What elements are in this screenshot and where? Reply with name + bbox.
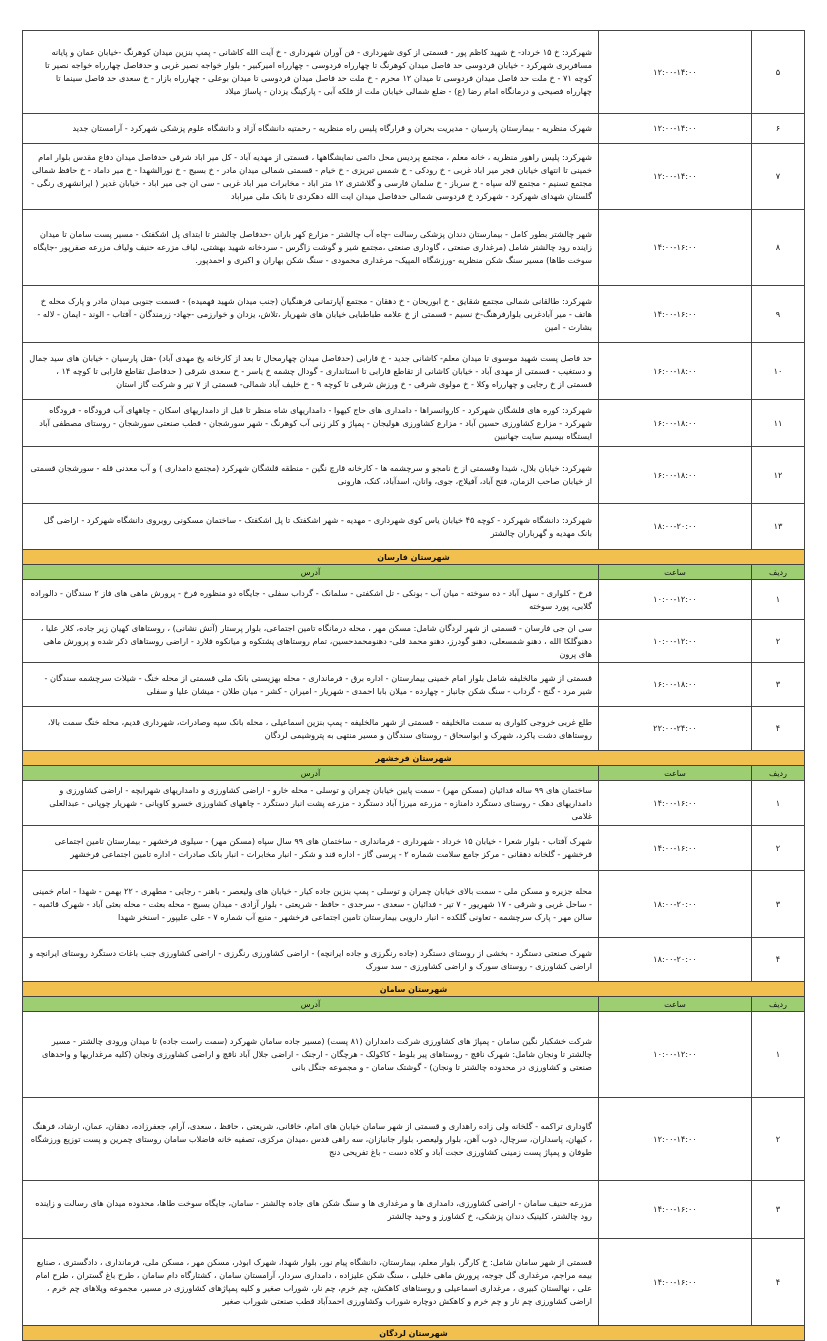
address-text: شهرکرد: کوره های قلشگان شهرکرد - کاروانسراها - دامداری های حاج کیهوا - دامداریهای شاه منظر تا قبل از دامداریهای اسکان - چاههای آب فرودگاه - فرودگاه شهرکرد - مزارع کشاورزی حسین آباد - مزارع کشاورزی هولیجان - پمپاژ و کلر زنی آب کوهرنگ - شهر سورشجان - قطب صنعتی سورشجان - روستای مصطفی آباد ایستگاه بیسیم سایت جهانبین bbox=[23, 400, 599, 447]
schedule-row bbox=[23, 580, 805, 620]
time-range: ۱۲:۰۰-۱۴:۰۰ bbox=[599, 1098, 752, 1181]
header-time: ساعت bbox=[599, 997, 752, 1012]
row-number: ۴ bbox=[752, 707, 805, 751]
row-number: ۱۳ bbox=[752, 504, 805, 550]
row-number: ۳ bbox=[752, 1181, 805, 1239]
address-text: فرخ - کلواری - سهل آباد - ده سوخته - میان آب - بونکی - تل اشکفتی - سلمانک - گرداب سفلی - جایگاه دو منظوره فرخ - پرورش ماهی های فاز ۲ سندگان - دالوراده گلابی، پورد سوخته bbox=[23, 580, 599, 620]
time-range: ۱۴:۰۰-۱۶:۰۰ bbox=[599, 1239, 752, 1326]
row-number: ۹ bbox=[752, 286, 805, 343]
address-text: شهرکرد: خیابان بلال، شیدا وقسمتی از خ نامجو و سرچشمه ها - کارخانه قارچ نگین - منطقه قلشگان شهرکرد (مجتمع دامداری ) و آب معدنی قله - سورشجان قسمتی از خیابان صاحب الزمان، فتح آباد، آفیلاج، جوی، وانان، اسدآباد، کنک، هارونی bbox=[23, 447, 599, 504]
column-header-row bbox=[23, 766, 805, 781]
address-text: طلع غربی خروجی کلواری به سمت مالخلیفه - قسمتی از شهر مالخلیفه - پمپ بنزین اسماعیلی ، محله بانک سپه وصادرات، شهرداری قدیم، محله خنگ سمت بالا، روستاهای دشت یاکرد، شهرک و ابواسحاق - روستای سندگان و مسیر منتهی به پتروشیمی لردگان bbox=[23, 707, 599, 751]
header-row-number: ردیف bbox=[752, 997, 805, 1012]
row-number: ۱۰ bbox=[752, 343, 805, 400]
schedule-row bbox=[23, 663, 805, 707]
address-text: ساختمان های ۹۹ ساله فدائیان (مسکن مهر) - سمت پایین خیابان چمران و توسلی - محله خارو - اراضی کشاورزی و دامداریهای شهرابچه - اراضی کشاورزی و دامداریهای دهک - روستای دستگرد دامنازه - مزرعه میرزا آباد دستگرد - مزرعه پشت انبار دستگرد - چاههای کشاورزی خسرو کاویانی - شهریار چوپانی - عبدالعلی غلامی bbox=[23, 781, 599, 826]
schedule-row bbox=[23, 781, 805, 826]
row-number: ۸ bbox=[752, 210, 805, 286]
column-header-row bbox=[23, 565, 805, 580]
time-range: ۱۰:۰۰-۱۲:۰۰ bbox=[599, 620, 752, 663]
time-range: ۱۲:۰۰-۱۴:۰۰ bbox=[599, 114, 752, 144]
time-range: ۱۸:۰۰-۲۰:۰۰ bbox=[599, 938, 752, 982]
header-time: ساعت bbox=[599, 565, 752, 580]
time-range: ۱۴:۰۰-۱۶:۰۰ bbox=[599, 1181, 752, 1239]
time-range: ۱۴:۰۰-۱۶:۰۰ bbox=[599, 781, 752, 826]
county-title: شهرستان سامان bbox=[23, 982, 805, 997]
address-text: شهرکرد: طالقانی شمالی مجتمع شقایق - خ ابوریحان - خ دهقان - مجتمع آپارتمانی فرهنگیان (جنب میدان شهید فهمیده) - قسمت جنوبی میدان مادر و پارک محله خ هاتف - میر آبادغربی بلوارفرهنگ-خ نسیم - قسمتی از خ علامه طباطبایی خیابان های شهریار ،تلاش، یزدان و خوارزمی -جهاد- زرمندگان - آفتاب - الوند - ایمان - لاله - بشارت - امین bbox=[23, 286, 599, 343]
address-text: شرکت خشکبار نگین سامان - پمپاژ های کشاورزی شرکت دامداران (۸۱ پست) (مسیر جاده سامان شهرکرد (سمت راست جاده) تا میدان ورودی چالشتر - مسیر چالشتر تا ونجان شامل: شهرک نافچ - روستاهای پیر بلوط - کاکولک - هرچگان - ارجنک - اراضی جلال آباد نافچ و اراضی کشاورزی ونجان (کلیه مرغداریها و واحدهای صنعتی و کشاورزی در محدوده چالشتر تا ونجان) - گوشتک سامان - و مجموعه جنگل بانی bbox=[23, 1012, 599, 1098]
county-title: شهرستان فرخشهر bbox=[23, 751, 805, 766]
schedule-row bbox=[23, 1098, 805, 1181]
schedule-row bbox=[23, 286, 805, 343]
row-number: ۳ bbox=[752, 663, 805, 707]
header-row-number: ردیف bbox=[752, 766, 805, 781]
schedule-row bbox=[23, 871, 805, 938]
header-address: آدرس bbox=[23, 565, 599, 580]
row-number: ۳ bbox=[752, 871, 805, 938]
schedule-row bbox=[23, 1181, 805, 1239]
address-text: سی ان جی فارسان - قسمتی از شهر لردگان شامل: مسکن مهر ، محله درمانگاه تامین اجتماعی، بلوار پرستار (آتش نشانی) ، روستاهای کهیان زیر جاده، کلار علیا ، دهنوگلکا الله ، دهنو شمسعلی، دهنو گودرز، دهنو محمد قلی- دهنومحمدحسین، تمام روستاهای پشتکوه و میانکوه فلارد - اراضی روستاهای ذکر شده و پرورش ماهی های پرون bbox=[23, 620, 599, 663]
county-title-row bbox=[23, 550, 805, 565]
time-range: ۱۲:۰۰-۱۴:۰۰ bbox=[599, 144, 752, 210]
row-number: ۲ bbox=[752, 826, 805, 871]
row-number: ۱ bbox=[752, 580, 805, 620]
time-range: ۱۴:۰۰-۱۶:۰۰ bbox=[599, 826, 752, 871]
county-title: شهرستان فارسان bbox=[23, 550, 805, 565]
schedule-row bbox=[23, 31, 805, 114]
outage-schedule-table bbox=[22, 30, 805, 1341]
time-range: ۱۸:۰۰-۲۰:۰۰ bbox=[599, 504, 752, 550]
header-row-number: ردیف bbox=[752, 565, 805, 580]
schedule-row bbox=[23, 400, 805, 447]
time-range: ۱۴:۰۰-۱۶:۰۰ bbox=[599, 210, 752, 286]
address-text: مزرعه حنیف سامان - اراضی کشاورزی، دامداری ها و مرغداری ها و سنگ شکن های جاده چالشتر - سامان، جایگاه سوخت طاها، محدوده میدان های رسالت و زاینده رود چالشتر، کلینیک دندان پزشکی، خ کشاورز و وحید چالشتر bbox=[23, 1181, 599, 1239]
time-range: ۱۴:۰۰-۱۶:۰۰ bbox=[599, 286, 752, 343]
schedule-row bbox=[23, 826, 805, 871]
schedule-row bbox=[23, 504, 805, 550]
row-number: ۲ bbox=[752, 620, 805, 663]
address-text: شهرک آفتاب - بلوار شعرا - خیابان ۱۵ خرداد - شهرداری - فرمانداری - ساختمان های ۹۹ سال سپاه (مسکن مهر) - سیلوی فرخشهر - بیمارستان تامین اجتماعی فرخشهر - گلخانه دهقانی - مرکز جامع سلامت شماره ۲ - پرسی گاز - اداره قند و شکر - انبار مخابرات - انبار بانک صادرات - اداره تامین اجتماعی فرخشهر bbox=[23, 826, 599, 871]
row-number: ۷ bbox=[752, 144, 805, 210]
schedule-row bbox=[23, 447, 805, 504]
time-range: ۱۶:۰۰-۱۸:۰۰ bbox=[599, 663, 752, 707]
row-number: ۲ bbox=[752, 1098, 805, 1181]
row-number: ۱ bbox=[752, 1012, 805, 1098]
schedule-row bbox=[23, 938, 805, 982]
schedule-row bbox=[23, 343, 805, 400]
schedule-row bbox=[23, 210, 805, 286]
header-time: ساعت bbox=[599, 766, 752, 781]
schedule-row bbox=[23, 1239, 805, 1326]
schedule-row bbox=[23, 1012, 805, 1098]
time-range: ۱۰:۰۰-۱۲:۰۰ bbox=[599, 1012, 752, 1098]
row-number: ۵ bbox=[752, 31, 805, 114]
county-title-row bbox=[23, 982, 805, 997]
county-title: شهرستان لردگان bbox=[23, 1326, 805, 1341]
address-text: گاوداری تراکمه - گلخانه ولی زاده راهداری و قسمتی از شهر سامان خیابان های امام، خاقانی، شریعتی ، حافظ ، سعدی، آرام، جعفرزاده، دهقان، عمان، ارشاد، فرهنگ ، کیهان، پاسداران، سرچال، ذوب آهن، بلوار ولیعصر، بلوار جانبازان، سه راهی قدس ،میدان مرکزی، تصفیه خانه فاضلاب سامان روستای چمرین و پست توزیع ورزشگاه طوفان و پمپاژ پست زمینی کشاورزی حجت آباد و کلاه دست - باغ تفریحی دنج bbox=[23, 1098, 599, 1181]
address-text: قسمتی از شهر مالخلیفه شامل بلوار امام خمینی بیمارستان - اداره برق - فرمانداری - محله بهزیستی بانک ملی قسمتی از محله خنگ - شیلات سرچشمه سندگان - شیر مرد - گنج - گرداب - سنگ شکن جانباز - چهارده - میلان بابا احمدی - شهریار - امیران - کشر - میان طلان - میشان علیا و سفلی bbox=[23, 663, 599, 707]
time-range: ۱۲:۰۰-۱۴:۰۰ bbox=[599, 31, 752, 114]
row-number: ۱۱ bbox=[752, 400, 805, 447]
address-text: حد فاصل پست شهید موسوی تا میدان معلم- کاشانی جدید - خ فارابی (حدفاصل میدان چهارمحال تا بعد از کارخانه یخ مهدی آباد) -هتل پارسیان - خیابان های سید جمال و دستغیب - قسمتی از مهدی آباد - خیابان کاشانی از تقاطع فارابی تا استانداری - گودال چشمه خ یاسر - خ سعدی شرقی ( حدفاصل تقاطع فارابی تا کوچه ۱۴ ، قسمتی از خ رجایی و چهارراه وکلا - خ مولوی شرقی - خ ورزش شرقی تا کوچه ۹ - خ خلیف آباد شمالی- قسمتی از ۷ تیر و شرکت گاز استان bbox=[23, 343, 599, 400]
time-range: ۱۸:۰۰-۲۰:۰۰ bbox=[599, 871, 752, 938]
schedule-row bbox=[23, 144, 805, 210]
address-text: شهرک منظریه - بیمارستان پارسیان - مدیریت بحران و قرارگاه پلیس راه منظریه - رحمتیه دانشگاه آزاد و دانشگاه علوم پزشکی شهرکرد - آرامستان جدید bbox=[23, 114, 599, 144]
time-range: ۲۲:۰۰-۲۴:۰۰ bbox=[599, 707, 752, 751]
address-text: شهرکرد: پلیس راهور منظریه ، خانه معلم ، مجتمع پردیس محل دائمی نمایشگاهها ، قسمتی از مهدیه آباد - کل میر اباد شرقی حدفاصل میدان دفاع مقدس بلوار امام خمینی تا انتهای خیابان فجر میر اباد غربی - خ رودکی - خ شمس تبریزی - خ خیام - قسمتی شمالی میدان مادر - خ بسیج - خ نورالشهدا - خ میر داماد - خ حافظ شمالی مجتمع تسنیم - مجتمع لاله سپاه - خ سرباز - خ سلمان فارسی و گلاشتری ۱۲ متر اباد - مخابرات میر اباد غربی - سی ان جی میر اباد - خیابان غدیر ( ایرانشهری رنگی - گلستان شهدای شهرکرد - شهرکرد خ فردوسی شمالی حدفاصل میدان ایت الله دهکردی تا بانک ملی میراباد bbox=[23, 144, 599, 210]
address-text: شهرک صنعتی دستگرد - بخشی از روستای دستگرد (جاده رنگرزی و جاده ایرانچه) - اراضی کشاورزی رنگرزی - اراضی کشاورزی جنب باغات دستگرد روستای ایرانچه و اراضی کشاورزی - روستای سورک و اراضی کشاورزی - سد سورک bbox=[23, 938, 599, 982]
header-address: آدرس bbox=[23, 997, 599, 1012]
address-text: شهرکرد: خ ۱۵ خرداد- خ شهید کاظم پور - قسمتی از کوی شهرداری - فن آوران شهرداری - خ آیت الله کاشانی - پمپ بنزین میدان کوهرنگ -خیابان عمان و پایانه مسافربری شهرکرد - خیابان فردوسی حد فاصل میدان کوهرنگ تا چهارراه فردوسی - چهارراه امیرکبیر - بلوار خواجه نصیر غربی و حدفاصل چهارراه خواجه نصیر تا کوچه ۷۱ - خ ملت حد فاصل میدان فردوسی تا میدان ۱۲ محرم - خ ملت حد فاصل میدان فردوسی تا میدان بوعلی - چهارراه بازار - خ سعدی حد فاصل سینما تا چهارراه فصیحی و درمانگاه امام رضا (ع) - ضلع شمالی خیابان ملت از فلکه آبی - پارکینگ یزدان - پاساژ میلاد bbox=[23, 31, 599, 114]
row-number: ۴ bbox=[752, 938, 805, 982]
outage-schedule-sheet bbox=[22, 30, 805, 1341]
row-number: ۶ bbox=[752, 114, 805, 144]
schedule-row bbox=[23, 114, 805, 144]
time-range: ۱۰:۰۰-۱۲:۰۰ bbox=[599, 580, 752, 620]
schedule-row bbox=[23, 707, 805, 751]
county-title-row bbox=[23, 751, 805, 766]
schedule-row bbox=[23, 620, 805, 663]
time-range: ۱۶:۰۰-۱۸:۰۰ bbox=[599, 447, 752, 504]
county-title-row bbox=[23, 1326, 805, 1341]
address-text: قسمتی از شهر سامان شامل: خ کارگر، بلوار معلم، بیمارستان، دانشگاه پیام نور، بلوار شهدا، شهرک ابوذر، مسکن مهر ، مسکن ملی، فرمانداری ، دادگستری ، صنایع بیمه مراجم، مرغداری گل جوجه، پرورش ماهی خلیلی ، سنگ شکن علیزاده ، دامداری سردار، آرامستان سامان ، کشتارگاه دام سامان ، طرح باغ گستران ، طرح امام علی ، نهالستان کبیری ، مرغداری اسماعیلی و روستاهای کاهکش، چم خرم، چم نار، شوراب صغیر و کلیه پمپاژهای کشاورزی در مسیر، مجموعه ویلاهای چم خرم ، اراضی کشاورزی چم نار و چم خرم و کاهکش دوچاره شوراب وکشاورزی احمدآباد قطب صنعتی شوراب صغیر bbox=[23, 1239, 599, 1326]
time-range: ۱۶:۰۰-۱۸:۰۰ bbox=[599, 400, 752, 447]
column-header-row bbox=[23, 997, 805, 1012]
header-address: آدرس bbox=[23, 766, 599, 781]
row-number: ۴ bbox=[752, 1239, 805, 1326]
address-text: شهر چالشتر بطور کامل - بیمارستان دندان پزشکی رسالت -چاه آب چالشتر - مزارع کهر باران -حدفاصل چالشتر تا ابتدای پل اشکفتک - مسیر پست سامان تا میدان زاینده رود چالشتر شامل (مرغداری صنعتی ، گاوداری صنعتی ،مجتمع شیر و گوشت زاگرس - سردخانه شهید بهشتی، لیاف مزرعه حنیف ولیاف مزرعه صفرپور -جایگاه سوخت طاها) مسیر سنگ شکن منظریه -ورزشگاه المپیک- مرغداری محمودی - سنگ شکن بهاران و اکبری و احمدپور. bbox=[23, 210, 599, 286]
row-number: ۱ bbox=[752, 781, 805, 826]
time-range: ۱۶:۰۰-۱۸:۰۰ bbox=[599, 343, 752, 400]
address-text: محله جزیره و مسکن ملی - سمت بالای خیابان چمران و توسلی - پمپ بنزین جاده کیار - خیابان های ولیعصر - باهنر - رجایی - مطهری - ۲۲ بهمن - شهدا - امام خمینی - ساحل غربی و شرقی - ۱۷ شهریور - ۷ تیر - فدائیان - سعدی - سرحدی - حافظ - شریعتی - بلوار آزادی - میدان بسیج - محله بعثت - محله بعثی آباد - شهرک قائمیه - سالن مهر - پارک سرچشمه - تعاونی گلکده - انبار دارویی بیمارستان تامین اجتماعی فرخشهر - منبع آب شماره ۷ - علی علیپور - اسنخر شهدا bbox=[23, 871, 599, 938]
address-text: شهرکرد: دانشگاه شهرکرد - کوچه ۴۵ خیابان یاس کوی شهرداری - مهدیه - شهر اشکفتک تا پل اشکفتک - ساختمان مسکونی روبروی دانشگاه شهرکرد - اراضی گل بانک مهدیه و گهرباران چالشتر bbox=[23, 504, 599, 550]
row-number: ۱۲ bbox=[752, 447, 805, 504]
